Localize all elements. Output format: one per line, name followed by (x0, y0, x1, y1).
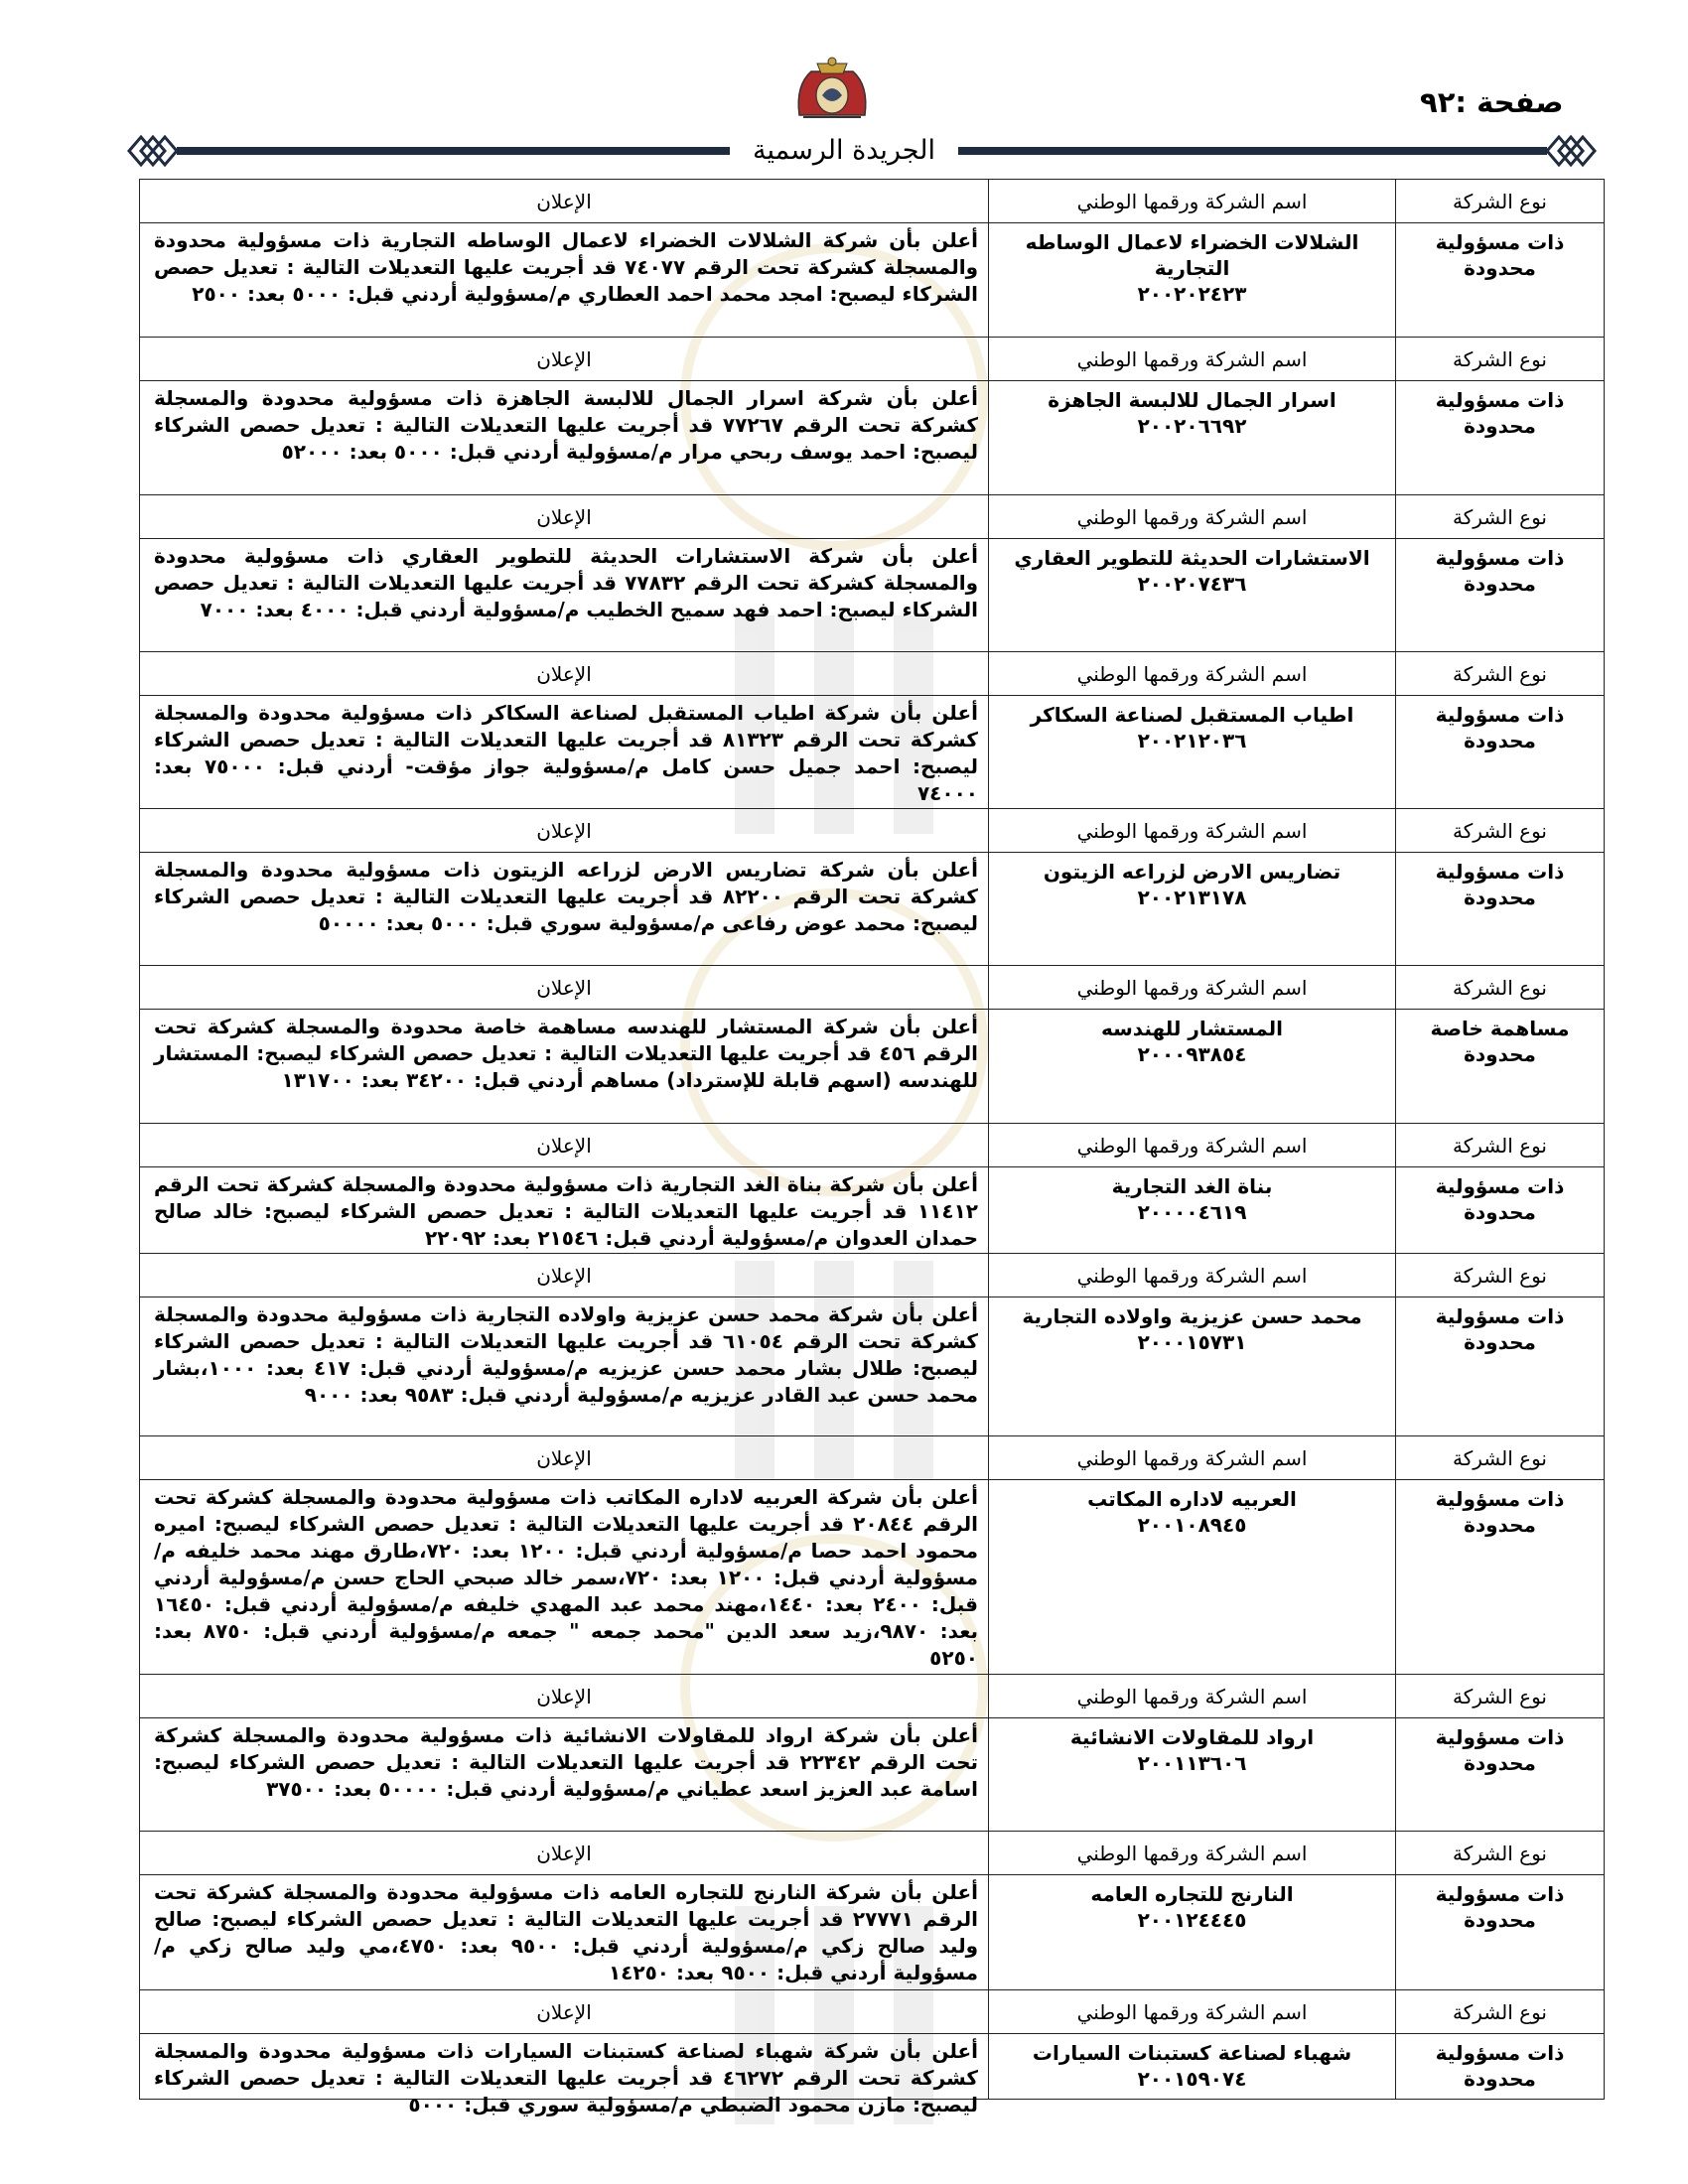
company-name-text: ارواد للمقاولات الانشائية (1069, 1725, 1315, 1749)
header-company-name: اسم الشركة ورقمها الوطني (989, 495, 1395, 539)
header-company-type: نوع الشركة (1396, 495, 1604, 539)
header-announcement: الإعلان (140, 966, 988, 1010)
announcement-text: أعلن بأن شركة محمد حسن عزيزية واولاده التجارية ذات مسؤولية محدودة والمسجلة كشركة تحت الرقم ٦١٠٥٤ قد أجريت عليها التعديلات التالية : تعديل حصص الشركاء ليصبح: طلال بشار محمد حسن عزيزيه م/مسؤولية أردني قبل: ٤١٧ بعد: ١٠٠٠،بشار محمد حسن عبد القادر عزيزيه م/مسؤولية أردني قبل: ٩٥٨٣ بعد: ٩٠٠٠ (154, 1302, 978, 1407)
company-name-text: تضاريس الارض لزراعه الزيتون (1043, 860, 1341, 884)
announcement-text: أعلن بأن شركة اطياب المستقبل لصناعة السكاكر ذات مسؤولية محدودة والمسجلة كشركة تحت الرقم ٨١٣٢٣ قد أجريت عليها التعديلات التالية : تعديل حصص الشركاء ليصبح: احمد جميل حسن كامل م/مسؤولية جواز مؤقت- أردني قبل: ٧٥٠٠٠ بعد: ٧٤٠٠٠ (154, 701, 979, 805)
national-id: ٢٠٠١٥٩٠٧٤ (1137, 2067, 1247, 2091)
header-announcement: الإعلان (140, 180, 988, 223)
company-type: ذات مسؤولية محدودة (1435, 1487, 1565, 1537)
announcement-text: أعلن بأن شركة الشلالات الخضراء لاعمال الوساطه التجارية ذات مسؤولية محدودة والمسجلة كشركة تحت الرقم ٧٤٠٧٧ قد أجريت عليها التعديلات التالية : تعديل حصص الشركاء ليصبح: امجد محمد احمد العطاري م/مسؤولية أردني قبل: ٥٠٠٠ بعد: ٢٥٠٠ (154, 228, 978, 306)
header-company-type: نوع الشركة (1396, 1832, 1604, 1875)
company-name (989, 1297, 1395, 1361)
announcement-text: أعلن بأن شركة شهباء لصناعة كستبنات السيارات ذات مسؤولية محدودة والمسجلة كشركة تحت الرقم ٤٦٢٧٢ قد أجريت عليها التعديلات التالية : تعديل حصص الشركاء ليصبح: مازن محمود الضبطي م/مسؤولية سوري قبل: ٥٠٠٠ (154, 2039, 978, 2116)
company-name (989, 1875, 1395, 1939)
header-company-type: نوع الشركة (1396, 1436, 1604, 1480)
header-announcement: الإعلان (140, 1832, 988, 1875)
header-announcement: الإعلان (140, 1675, 988, 1718)
announcements-table (139, 179, 1605, 2116)
company-name-text: شهباء لصناعة كستبنات السيارات (1032, 2041, 1352, 2065)
company-type: ذات مسؤولية محدودة (1435, 230, 1565, 280)
table-row (139, 338, 1605, 495)
national-id: ٢٠٠١٠٨٩٤٥ (1137, 1513, 1247, 1537)
header-company-name: اسم الشركة ورقمها الوطني (989, 652, 1395, 696)
company-type: ذات مسؤولية محدودة (1435, 703, 1565, 752)
table-row (139, 1832, 1605, 1990)
national-id: ٢٠٠١٢٤٤٤٥ (1137, 1908, 1247, 1932)
header-company-type: نوع الشركة (1396, 1254, 1604, 1297)
header-announcement: الإعلان (140, 495, 988, 539)
company-name (989, 223, 1395, 313)
company-name (989, 381, 1395, 445)
national-id: ٢٠٠٠١٥٧٣١ (1137, 1330, 1247, 1354)
company-name-text: اطياب المستقبل لصناعة السكاكر (1030, 703, 1354, 727)
coat-of-arms-emblem (789, 56, 875, 125)
national-id: ٢٠٠٢١٢٠٣٦ (1137, 729, 1247, 752)
header-company-name: اسم الشركة ورقمها الوطني (989, 180, 1395, 223)
header-company-name: اسم الشركة ورقمها الوطني (989, 1124, 1395, 1167)
header-company-name: اسم الشركة ورقمها الوطني (989, 1254, 1395, 1297)
announcement-text: أعلن بأن شركة الاستشارات الحديثة للتطوير العقاري ذات مسؤولية محدودة والمسجلة كشركة تحت الرقم ٧٧٨٣٢ قد أجريت عليها التعديلات التالية : تعديل حصص الشركاء ليصبح: احمد فهد سميح الخطيب م/مسؤولية أردني قبل: ٤٠٠٠ بعد: ٧٠٠٠ (154, 544, 978, 621)
header-announcement: الإعلان (140, 1990, 988, 2034)
header-company-name: اسم الشركة ورقمها الوطني (989, 1675, 1395, 1718)
header-announcement: الإعلان (140, 809, 988, 853)
announcement-text: أعلن بأن شركة المستشار للهندسه مساهمة خاصة محدودة والمسجلة كشركة تحت الرقم ٤٥٦ قد أجريت عليها التعديلات التالية : تعديل حصص الشركاء ليصبح: المستشار للهندسه (اسهم قابلة للإسترداد) مساهم أردني قبل: ٣٤٢٠٠ بعد: ١٣١٧٠٠ (154, 1015, 978, 1092)
header-company-name: اسم الشركة ورقمها الوطني (989, 966, 1395, 1010)
header-company-type: نوع الشركة (1396, 1990, 1604, 2034)
company-name (989, 2034, 1395, 2098)
page-number: صفحة :٩٢ (1420, 85, 1564, 119)
announcement-text: أعلن بأن شركة اسرار الجمال للالبسة الجاهزة ذات مسؤولية محدودة والمسجلة كشركة تحت الرقم ٧٧٢٦٧ قد أجريت عليها التعديلات التالية : تعديل حصص الشركاء ليصبح: احمد يوسف ربحي مرار م/مسؤولية أردني قبل: ٥٠٠٠ بعد: ٥٢٠٠٠ (154, 386, 978, 464)
table-row (139, 1990, 1605, 2116)
header-company-type: نوع الشركة (1396, 1124, 1604, 1167)
header-announcement: الإعلان (140, 1254, 988, 1297)
table-row (139, 1675, 1605, 1832)
company-name-text: الشلالات الخضراء لاعمال الوساطه التجارية (1025, 230, 1359, 280)
announcement-text: أعلن بأن شركة ارواد للمقاولات الانشائية ذات مسؤولية محدودة والمسجلة كشركة تحت الرقم ٢٢٣٤٢ قد أجريت عليها التعديلات التالية : تعديل حصص الشركاء ليصبح: اسامة عبد العزيز اسعد عطياني م/مسؤولية أردني قبل: ٥٠٠٠٠ بعد: ٣٧٥٠٠ (154, 1723, 979, 1801)
header-company-name: اسم الشركة ورقمها الوطني (989, 809, 1395, 853)
header-company-name: اسم الشركة ورقمها الوطني (989, 1990, 1395, 2034)
header-company-type: نوع الشركة (1396, 966, 1604, 1010)
national-id: ٢٠٠٠٠٤٦١٩ (1137, 1200, 1247, 1224)
announcement-text: أعلن بأن شركة بناة الغد التجارية ذات مسؤولية محدودة والمسجلة كشركة تحت الرقم ١١٤١٢ قد أجريت عليها التعديلات التالية : تعديل حصص الشركاء ليصبح: خالد صالح حمدان العدوان م/مسؤولية أردني قبل: ٢١٥٤٦ بعد: ٢٢٠٩٢ (154, 1172, 978, 1250)
header-company-name: اسم الشركة ورقمها الوطني (989, 1832, 1395, 1875)
header-company-type: نوع الشركة (1396, 1675, 1604, 1718)
company-type: ذات مسؤولية محدودة (1435, 1174, 1565, 1224)
company-name (989, 539, 1395, 603)
company-type: ذات مسؤولية محدودة (1435, 1725, 1565, 1775)
table-row (139, 1254, 1605, 1436)
table-row (139, 966, 1605, 1124)
header-company-type: نوع الشركة (1396, 652, 1604, 696)
company-name-text: العربيه لاداره المكاتب (1087, 1487, 1297, 1511)
company-name-text: الاستشارات الحديثة للتطوير العقاري (1014, 546, 1370, 570)
national-id: ٢٠٠٠٩٣٨٥٤ (1137, 1042, 1247, 1066)
table-row (139, 652, 1605, 809)
table-row (139, 179, 1605, 338)
header-company-type: نوع الشركة (1396, 809, 1604, 853)
company-name (989, 1480, 1395, 1544)
header-announcement: الإعلان (140, 1436, 988, 1480)
company-name-text: النارنج للتجاره العامه (1090, 1882, 1294, 1906)
header-company-type: نوع الشركة (1396, 338, 1604, 381)
header-announcement: الإعلان (140, 1124, 988, 1167)
company-type: ذات مسؤولية محدودة (1435, 388, 1565, 438)
table-row (139, 809, 1605, 966)
company-name-text: محمد حسن عزيزية واولاده التجارية (1022, 1304, 1362, 1328)
national-id: ٢٠٠١١٣٦٠٦ (1137, 1751, 1247, 1775)
company-type: مساهمة خاصة محدودة (1430, 1017, 1570, 1066)
announcement-text: أعلن بأن شركة تضاريس الارض لزراعه الزيتون ذات مسؤولية محدودة والمسجلة كشركة تحت الرقم ٨٢٢٠٠ قد أجريت عليها التعديلات التالية : تعديل حصص الشركاء ليصبح: محمد عوض رفاعى م/مسؤولية سوري قبل: ٥٠٠٠ بعد: ٥٠٠٠٠ (154, 858, 978, 935)
header-company-name: اسم الشركة ورقمها الوطني (989, 338, 1395, 381)
national-id: ٢٠٠٢٠٦٦٩٢ (1137, 414, 1247, 438)
header-announcement: الإعلان (140, 338, 988, 381)
header-company-name: اسم الشركة ورقمها الوطني (989, 1436, 1395, 1480)
company-name (989, 1718, 1395, 1782)
company-type: ذات مسؤولية محدودة (1435, 2041, 1565, 2091)
company-type: ذات مسؤولية محدودة (1435, 1882, 1565, 1932)
header-announcement: الإعلان (140, 652, 988, 696)
table-row (139, 1436, 1605, 1675)
company-type: ذات مسؤولية محدودة (1435, 860, 1565, 909)
company-type: ذات مسؤولية محدودة (1435, 1304, 1565, 1354)
company-name-text: المستشار للهندسه (1100, 1017, 1284, 1040)
company-name-text: اسرار الجمال للالبسة الجاهزة (1048, 388, 1336, 412)
company-name (989, 853, 1395, 916)
company-name (989, 696, 1395, 759)
company-type: ذات مسؤولية محدودة (1435, 546, 1565, 596)
company-name (989, 1010, 1395, 1073)
national-id: ٢٠٠٢٠٢٤٢٣ (1137, 282, 1247, 306)
gazette-title: الجريدة الرسمية (730, 129, 958, 173)
header-company-type: نوع الشركة (1396, 180, 1604, 223)
national-id: ٢٠٠٢١٣١٧٨ (1137, 886, 1247, 909)
company-name (989, 1167, 1395, 1231)
company-name-text: بناة الغد التجارية (1111, 1174, 1273, 1198)
announcement-text: أعلن بأن شركة النارنج للتجاره العامه ذات مسؤولية محدودة والمسجلة كشركة تحت الرقم ٢٧٧٧١ قد أجريت عليها التعديلات التالية : تعديل حصص الشركاء ليصبح: صالح وليد صالح زكي م/مسؤولية أردني قبل: ٩٥٠٠ بعد: ٤٧٥٠،مي وليد صالح زكي م/مسؤولية أردني قبل: ٩٥٠٠ بعد: ١٤٢٥٠ (154, 1880, 979, 1984)
table-row (139, 1124, 1605, 1254)
announcement-text: أعلن بأن شركة العربيه لاداره المكاتب ذات مسؤولية محدودة والمسجلة كشركة تحت الرقم ٢٠٨٤٤ قد أجريت عليها التعديلات التالية : تعديل حصص الشركاء ليصبح: اميره محمود احمد حصا م/مسؤولية أردني قبل: ١٢٠٠ بعد: ٧٢٠،طارق مهند محمد خليفه م/مسؤولية أردني قبل: ١٢٠٠ بعد: ٧٢٠،سمر خالد صبحي الحاج حسن م/مسؤولية أردني قبل: ٢٤٠٠ بعد: ١٤٤٠،مهند محمد عبد المهدي خليفه م/مسؤولية أردني قبل: ١٦٤٥٠ بعد: ٩٨٧٠،زيد سعد الدين "محمد جمعه " جمعه م/مسؤولية أردني قبل: ٨٧٥٠ بعد: ٥٢٥٠ (154, 1485, 979, 1670)
table-row (139, 495, 1605, 652)
national-id: ٢٠٠٢٠٧٤٣٦ (1137, 572, 1247, 596)
